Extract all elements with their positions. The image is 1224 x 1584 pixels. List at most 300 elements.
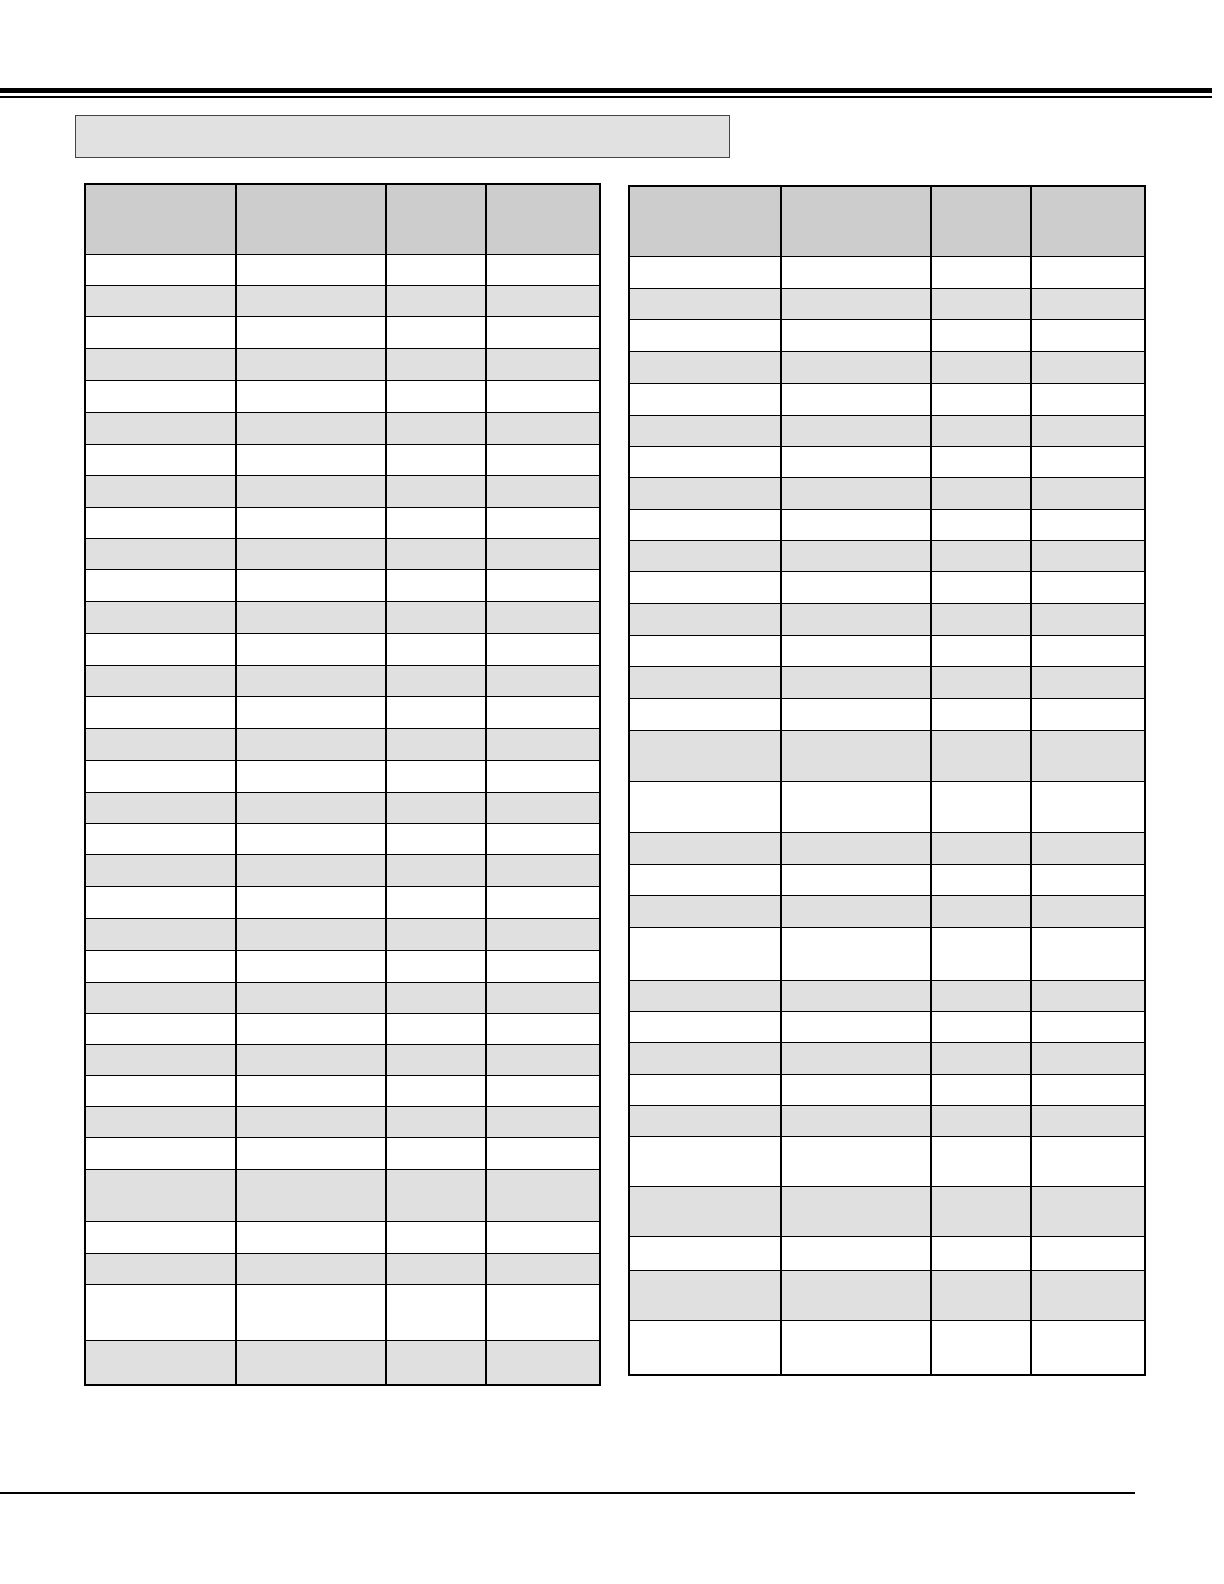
- table-row: [629, 1136, 1145, 1186]
- table-cell: [236, 1221, 386, 1253]
- table-cell: [85, 444, 236, 475]
- table-cell: [1031, 864, 1145, 895]
- table-cell: [931, 1270, 1031, 1320]
- table-cell: [931, 781, 1031, 832]
- table-cell: [781, 1270, 931, 1320]
- table-row: [629, 1042, 1145, 1074]
- table-row: [85, 854, 600, 886]
- table-cell: [1031, 698, 1145, 730]
- table-cell: [1031, 895, 1145, 927]
- table-cell: [236, 950, 386, 982]
- table-cell: [486, 601, 600, 633]
- table-cell: [386, 696, 486, 728]
- table-row: [629, 477, 1145, 509]
- table-row: [629, 895, 1145, 927]
- table-cell: [486, 792, 600, 823]
- table-cell: [629, 603, 781, 635]
- table-cell: [486, 412, 600, 444]
- table-cell: [85, 1284, 236, 1340]
- column-header: [931, 186, 1031, 256]
- table-row: [85, 444, 600, 475]
- table-cell: [931, 635, 1031, 666]
- table-cell: [236, 633, 386, 665]
- table-cell: [781, 603, 931, 635]
- table-cell: [781, 832, 931, 864]
- header-rule-thick: [0, 88, 1212, 93]
- table-cell: [1031, 635, 1145, 666]
- table-cell: [1031, 540, 1145, 571]
- table-cell: [386, 380, 486, 412]
- table-cell: [486, 316, 600, 348]
- right-data-table: [628, 185, 1146, 1376]
- table-cell: [486, 823, 600, 854]
- table-header-row: [85, 184, 600, 254]
- table-cell: [386, 348, 486, 380]
- table-cell: [486, 1106, 600, 1137]
- table-cell: [236, 1013, 386, 1044]
- table-cell: [1031, 980, 1145, 1011]
- table-cell: [386, 601, 486, 633]
- table-cell: [931, 1136, 1031, 1186]
- table-cell: [85, 854, 236, 886]
- table-cell: [931, 415, 1031, 446]
- table-row: [85, 665, 600, 696]
- table-cell: [486, 1284, 600, 1340]
- table-cell: [85, 1137, 236, 1169]
- table-cell: [931, 927, 1031, 980]
- table-cell: [85, 1044, 236, 1075]
- table-cell: [486, 538, 600, 569]
- table-cell: [629, 415, 781, 446]
- table-row: [85, 569, 600, 601]
- table-cell: [236, 1044, 386, 1075]
- table-cell: [1031, 1320, 1145, 1375]
- table-cell: [486, 1044, 600, 1075]
- table-cell: [781, 571, 931, 603]
- table-cell: [386, 1106, 486, 1137]
- table-row: [85, 254, 600, 285]
- table-row: [85, 1221, 600, 1253]
- table-cell: [629, 351, 781, 383]
- table-cell: [486, 1075, 600, 1106]
- table-cell: [85, 1106, 236, 1137]
- table-cell: [931, 351, 1031, 383]
- table-row: [85, 316, 600, 348]
- table-cell: [931, 319, 1031, 351]
- table-cell: [931, 1236, 1031, 1270]
- table-cell: [931, 477, 1031, 509]
- table-cell: [781, 1236, 931, 1270]
- table-cell: [386, 918, 486, 950]
- table-cell: [85, 569, 236, 601]
- table-cell: [236, 886, 386, 918]
- table-cell: [85, 760, 236, 792]
- table-cell: [781, 288, 931, 319]
- table-cell: [236, 316, 386, 348]
- table-cell: [781, 1042, 931, 1074]
- table-cell: [1031, 603, 1145, 635]
- table-cell: [931, 698, 1031, 730]
- table-cell: [85, 507, 236, 538]
- table-cell: [931, 256, 1031, 288]
- table-cell: [386, 760, 486, 792]
- table-cell: [781, 895, 931, 927]
- table-row: [85, 348, 600, 380]
- table-cell: [236, 1253, 386, 1284]
- table-cell: [236, 601, 386, 633]
- table-row: [85, 823, 600, 854]
- table-cell: [781, 351, 931, 383]
- table-cell: [386, 1044, 486, 1075]
- table-row: [629, 256, 1145, 288]
- table-cell: [236, 696, 386, 728]
- table-cell: [236, 918, 386, 950]
- table-cell: [1031, 1105, 1145, 1136]
- column-header: [629, 186, 781, 256]
- table-cell: [931, 446, 1031, 477]
- table-cell: [931, 666, 1031, 698]
- table-cell: [931, 730, 1031, 781]
- section-title-box: [75, 115, 730, 158]
- table-cell: [236, 665, 386, 696]
- table-cell: [629, 666, 781, 698]
- table-cell: [85, 1013, 236, 1044]
- table-cell: [236, 285, 386, 316]
- table-cell: [236, 760, 386, 792]
- table-cell: [629, 509, 781, 540]
- table-cell: [85, 254, 236, 285]
- table-cell: [486, 1253, 600, 1284]
- table-cell: [85, 665, 236, 696]
- table-cell: [386, 982, 486, 1013]
- table-cell: [781, 781, 931, 832]
- table-cell: [386, 538, 486, 569]
- table-cell: [781, 927, 931, 980]
- table-cell: [486, 285, 600, 316]
- table-cell: [236, 1169, 386, 1221]
- table-cell: [1031, 1042, 1145, 1074]
- table-cell: [386, 507, 486, 538]
- table-cell: [486, 254, 600, 285]
- table-cell: [781, 383, 931, 415]
- table-cell: [1031, 1011, 1145, 1042]
- table-cell: [236, 444, 386, 475]
- table-cell: [386, 792, 486, 823]
- table-cell: [486, 950, 600, 982]
- table-cell: [629, 288, 781, 319]
- table-row: [629, 980, 1145, 1011]
- table-row: [85, 760, 600, 792]
- table-cell: [236, 982, 386, 1013]
- table-row: [85, 1137, 600, 1169]
- table-row: [85, 1253, 600, 1284]
- table-row: [85, 918, 600, 950]
- table-cell: [386, 1137, 486, 1169]
- table-cell: [85, 728, 236, 760]
- table-cell: [931, 1074, 1031, 1105]
- table-cell: [931, 603, 1031, 635]
- table-cell: [931, 509, 1031, 540]
- table-cell: [781, 1011, 931, 1042]
- table-cell: [629, 1074, 781, 1105]
- table-cell: [486, 918, 600, 950]
- column-header: [386, 184, 486, 254]
- table-cell: [629, 571, 781, 603]
- table-cell: [1031, 256, 1145, 288]
- table-row: [85, 507, 600, 538]
- table-cell: [85, 475, 236, 507]
- table-cell: [781, 1105, 931, 1136]
- table-row: [629, 509, 1145, 540]
- table-cell: [236, 348, 386, 380]
- table-row: [629, 540, 1145, 571]
- table-row: [629, 832, 1145, 864]
- table-cell: [1031, 319, 1145, 351]
- table-cell: [931, 1105, 1031, 1136]
- table-cell: [486, 854, 600, 886]
- table-cell: [386, 633, 486, 665]
- table-cell: [386, 444, 486, 475]
- table-row: [629, 1236, 1145, 1270]
- table-cell: [85, 1169, 236, 1221]
- table-row: [85, 886, 600, 918]
- table-cell: [1031, 781, 1145, 832]
- table-cell: [781, 477, 931, 509]
- table-row: [629, 603, 1145, 635]
- table-cell: [386, 854, 486, 886]
- table-row: [629, 864, 1145, 895]
- table-cell: [486, 886, 600, 918]
- table-cell: [236, 380, 386, 412]
- table-row: [85, 982, 600, 1013]
- table-row: [85, 475, 600, 507]
- table-cell: [486, 1340, 600, 1385]
- table-cell: [85, 950, 236, 982]
- table-cell: [781, 319, 931, 351]
- table-row: [629, 698, 1145, 730]
- table-cell: [486, 1169, 600, 1221]
- table-cell: [1031, 477, 1145, 509]
- table-cell: [931, 864, 1031, 895]
- table-cell: [1031, 1270, 1145, 1320]
- table-cell: [931, 1042, 1031, 1074]
- table-cell: [386, 412, 486, 444]
- table-cell: [629, 1320, 781, 1375]
- table-row: [85, 792, 600, 823]
- table-cell: [781, 1320, 931, 1375]
- column-header: [85, 184, 236, 254]
- table-row: [85, 728, 600, 760]
- table-cell: [236, 792, 386, 823]
- table-row: [629, 666, 1145, 698]
- table-cell: [85, 982, 236, 1013]
- table-cell: [781, 730, 931, 781]
- table-cell: [85, 316, 236, 348]
- table-cell: [386, 665, 486, 696]
- table-cell: [1031, 351, 1145, 383]
- table-row: [629, 1105, 1145, 1136]
- table-cell: [781, 1186, 931, 1236]
- table-cell: [781, 446, 931, 477]
- table-row: [85, 1075, 600, 1106]
- table-cell: [486, 475, 600, 507]
- table-cell: [931, 895, 1031, 927]
- table-cell: [1031, 415, 1145, 446]
- table-cell: [486, 728, 600, 760]
- table-cell: [486, 1013, 600, 1044]
- table-cell: [629, 383, 781, 415]
- table-cell: [629, 319, 781, 351]
- table-row: [629, 635, 1145, 666]
- table-cell: [386, 475, 486, 507]
- table-cell: [1031, 1236, 1145, 1270]
- table-cell: [386, 1340, 486, 1385]
- table-cell: [236, 254, 386, 285]
- table-row: [629, 781, 1145, 832]
- table-cell: [1031, 509, 1145, 540]
- table-cell: [85, 1075, 236, 1106]
- table-cell: [386, 823, 486, 854]
- table-cell: [486, 444, 600, 475]
- table-cell: [85, 601, 236, 633]
- table-row: [85, 1169, 600, 1221]
- table-cell: [236, 538, 386, 569]
- table-cell: [781, 256, 931, 288]
- table-cell: [781, 415, 931, 446]
- table-cell: [629, 1270, 781, 1320]
- table-cell: [236, 1137, 386, 1169]
- table-cell: [931, 540, 1031, 571]
- table-cell: [236, 1284, 386, 1340]
- table-cell: [781, 980, 931, 1011]
- table-cell: [85, 412, 236, 444]
- table-cell: [629, 864, 781, 895]
- table-cell: [85, 348, 236, 380]
- table-cell: [236, 507, 386, 538]
- table-cell: [1031, 730, 1145, 781]
- table-cell: [486, 1137, 600, 1169]
- table-row: [629, 383, 1145, 415]
- table-cell: [629, 256, 781, 288]
- left-data-table: [84, 183, 601, 1386]
- table-cell: [486, 633, 600, 665]
- table-cell: [486, 507, 600, 538]
- table-row: [629, 1011, 1145, 1042]
- table-row: [629, 415, 1145, 446]
- table-cell: [931, 571, 1031, 603]
- table-cell: [1031, 1074, 1145, 1105]
- table-cell: [236, 569, 386, 601]
- table-cell: [931, 383, 1031, 415]
- table-cell: [629, 927, 781, 980]
- table-row: [85, 633, 600, 665]
- table-row: [85, 538, 600, 569]
- table-cell: [386, 1221, 486, 1253]
- table-cell: [85, 823, 236, 854]
- table-row: [629, 927, 1145, 980]
- table-cell: [629, 832, 781, 864]
- table-cell: [386, 886, 486, 918]
- table-cell: [236, 1106, 386, 1137]
- table-cell: [386, 1284, 486, 1340]
- table-cell: [236, 475, 386, 507]
- table-cell: [1031, 446, 1145, 477]
- table-cell: [629, 980, 781, 1011]
- table-cell: [386, 316, 486, 348]
- table-cell: [1031, 383, 1145, 415]
- table-cell: [1031, 1136, 1145, 1186]
- table-cell: [781, 509, 931, 540]
- table-cell: [386, 950, 486, 982]
- table-cell: [629, 1136, 781, 1186]
- table-cell: [386, 254, 486, 285]
- table-row: [629, 351, 1145, 383]
- table-row: [85, 601, 600, 633]
- table-cell: [486, 569, 600, 601]
- table-cell: [629, 1186, 781, 1236]
- table-cell: [629, 781, 781, 832]
- column-header: [486, 184, 600, 254]
- table-cell: [1031, 571, 1145, 603]
- table-cell: [236, 823, 386, 854]
- footer-rule: [0, 1492, 1135, 1494]
- table-cell: [85, 538, 236, 569]
- table-cell: [1031, 832, 1145, 864]
- table-row: [85, 696, 600, 728]
- table-cell: [931, 1186, 1031, 1236]
- table-cell: [386, 1253, 486, 1284]
- table-cell: [85, 696, 236, 728]
- table-cell: [1031, 288, 1145, 319]
- table-cell: [486, 665, 600, 696]
- table-cell: [781, 666, 931, 698]
- table-row: [85, 412, 600, 444]
- table-cell: [486, 982, 600, 1013]
- table-row: [629, 571, 1145, 603]
- table-row: [85, 1013, 600, 1044]
- table-cell: [931, 288, 1031, 319]
- table-cell: [781, 635, 931, 666]
- table-cell: [486, 760, 600, 792]
- table-cell: [1031, 927, 1145, 980]
- table-cell: [236, 1075, 386, 1106]
- table-row: [629, 1270, 1145, 1320]
- table-cell: [85, 1221, 236, 1253]
- table-cell: [629, 698, 781, 730]
- table-header-row: [629, 186, 1145, 256]
- table-cell: [85, 633, 236, 665]
- column-header: [1031, 186, 1145, 256]
- table-row: [629, 446, 1145, 477]
- table-cell: [931, 980, 1031, 1011]
- table-row: [629, 319, 1145, 351]
- table-cell: [629, 446, 781, 477]
- table-cell: [781, 1074, 931, 1105]
- table-cell: [629, 540, 781, 571]
- table-cell: [629, 635, 781, 666]
- table-cell: [386, 285, 486, 316]
- table-cell: [486, 348, 600, 380]
- table-row: [629, 1074, 1145, 1105]
- table-row: [85, 1106, 600, 1137]
- table-cell: [931, 1320, 1031, 1375]
- header-rule-thin: [0, 96, 1212, 98]
- table-cell: [931, 1011, 1031, 1042]
- table-row: [629, 1186, 1145, 1236]
- table-cell: [486, 380, 600, 412]
- table-cell: [386, 1169, 486, 1221]
- table-row: [629, 1320, 1145, 1375]
